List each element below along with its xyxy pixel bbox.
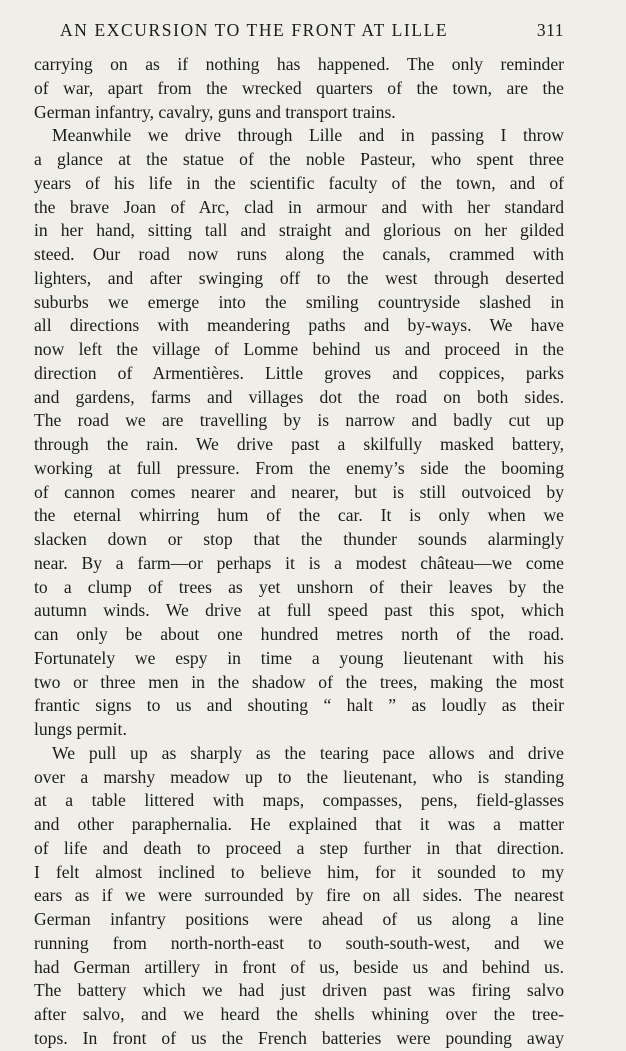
body-text [34, 53, 564, 1051]
text-line: running from north-north-east to south-south-west, and we [34, 932, 564, 953]
text-line: autumn winds. We drive at full speed past this spot, which [34, 600, 564, 621]
text-line: steed. Our road now runs along the canals, crammed with [34, 244, 564, 264]
text-line: and other paraphernalia. He explained that it was a matter [34, 814, 564, 834]
running-head [34, 17, 564, 43]
text-line: can only be about one hundred metres north of the road. [34, 624, 564, 644]
text-line: direction of Armentières. Little groves and coppices, parks [34, 362, 564, 383]
text-line: in her hand, sitting tall and straight and glorious on her gilded [34, 220, 564, 241]
text-line: carrying on as if nothing has happened. The only reminder [34, 54, 564, 74]
text-line: the eternal whirring hum of the car. It is only when we [34, 505, 564, 526]
text-line: of war, apart from the wrecked quarters of the town, are the [34, 77, 564, 98]
text-line: Meanwhile we drive through Lille and in passing I throw [52, 125, 564, 146]
text-line: at a table littered with maps, compasses, pens, field-glasses [34, 790, 564, 811]
text-line: had German artillery in front of us, beside us and behind us. [34, 956, 564, 977]
text-line: near. By a farm—or perhaps it is a modest château—we come [34, 552, 564, 573]
text-line: suburbs we emerge into the smiling countryside slashed in [34, 291, 564, 312]
text-line: years of his life in the scientific faculty of the town, and of [34, 172, 564, 193]
text-line: tops. In front of us the French batteries were pounding away [34, 1027, 564, 1048]
text-line: The road we are travelling by is narrow and badly cut up [34, 410, 564, 431]
text-line: The battery which we had just driven past was firing salvo [34, 980, 564, 1001]
text-line: working at full pressure. From the enemy’s side the booming [34, 457, 564, 478]
text-line: We pull up as sharply as the tearing pace allows and drive [52, 742, 564, 763]
text-line: to a clump of trees as yet unshorn of their leaves by the [34, 576, 564, 597]
text-line: German infantry positions were ahead of us along a line [34, 909, 564, 929]
text-line: now left the village of Lomme behind us and proceed in the [34, 339, 564, 359]
text-line: ears as if we were surrounded by fire on all sides. The nearest [34, 885, 564, 906]
page-number: 311 [536, 20, 564, 40]
text-line: I felt almost inclined to believe him, for it sounded to my [34, 861, 564, 882]
text-line: lungs permit. [34, 719, 127, 739]
text-line: through the rain. We drive past a skilfully masked battery, [34, 434, 564, 454]
text-line: over a marshy meadow up to the lieutenant, who is standing [34, 766, 564, 787]
text-line: German infantry, cavalry, guns and transport trains. [34, 101, 396, 122]
text-line: slacken down or stop that the thunder sounds alarmingly [34, 529, 564, 549]
text-line: of life and death to proceed a step further in that direction. [34, 837, 564, 858]
text-line: lighters, and after swinging off to the west through deserted [34, 267, 564, 288]
text-line: after salvo, and we heard the shells whining over the tree- [34, 1004, 564, 1024]
chapter-title: AN EXCURSION TO THE FRONT AT LILLE [60, 20, 449, 40]
text-line: a glance at the statue of the noble Pasteur, who spent three [34, 149, 564, 169]
text-line: frantic signs to us and shouting “ halt ” as loudly as their [34, 695, 564, 716]
text-line: all directions with meandering paths and by-ways. We have [34, 315, 564, 336]
text-line: of cannon comes nearer and nearer, but is still outvoiced by [34, 481, 564, 502]
text-line: and gardens, farms and villages dot the road on both sides. [34, 386, 564, 407]
text-line: two or three men in the shadow of the trees, making the most [34, 671, 564, 692]
text-line: Fortunately we espy in time a young lieutenant with his [34, 647, 564, 668]
text-line: the brave Joan of Arc, clad in armour and with her standard [34, 196, 564, 217]
